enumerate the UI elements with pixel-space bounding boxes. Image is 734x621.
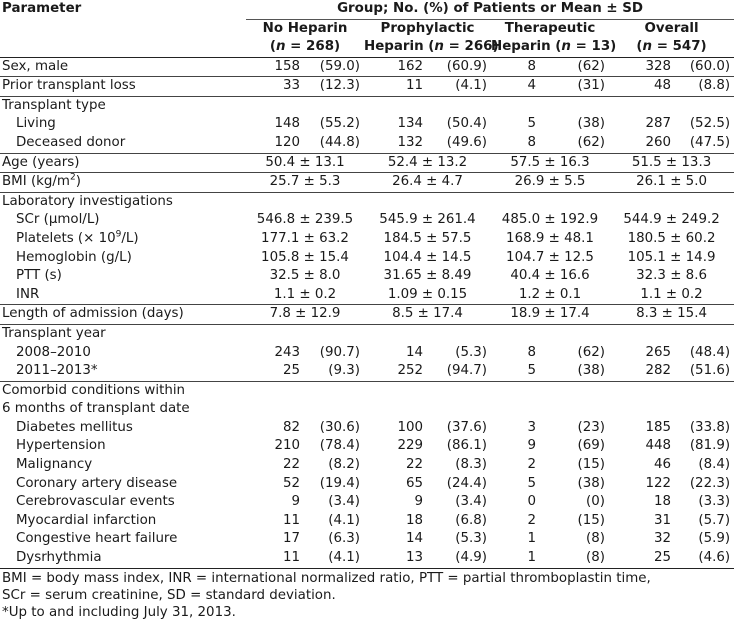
percent-cell: (38)	[577, 116, 605, 132]
percent-cell: (47.5)	[689, 134, 731, 150]
percent-cell: (62)	[577, 344, 605, 360]
percent-cell: (62)	[577, 58, 605, 74]
percent-cell: (37.6)	[446, 419, 487, 435]
mean-sd-cell: 32.5 ± 8.0	[269, 268, 341, 284]
count-cell: 31	[653, 512, 671, 528]
mean-sd-cell: 18.9 ± 17.4	[491, 305, 609, 325]
mean-sd-cell: 26.1 ± 5.0	[609, 173, 734, 193]
count-cell: 260	[645, 134, 671, 150]
percent-cell: (5.3)	[455, 344, 487, 360]
percent-cell: (19.4)	[319, 475, 360, 491]
percent-cell: (5.9)	[698, 531, 731, 547]
table-row	[0, 400, 734, 419]
table-row	[0, 512, 734, 531]
mean-sd-cell: 51.5 ± 13.3	[609, 153, 734, 173]
count-cell: 282	[645, 363, 671, 379]
count-cell: 25	[653, 550, 671, 566]
percent-cell: (8)	[586, 550, 605, 566]
col-therapeutic-n: Heparin (n = 13)	[491, 38, 609, 58]
percent-cell: (8.8)	[675, 77, 734, 97]
percent-cell: (5.3)	[455, 531, 487, 547]
count-cell: 32	[653, 531, 671, 547]
table-row	[0, 324, 734, 343]
row-label: Length of admission (days)	[0, 305, 246, 325]
row-label: 2011–2013*	[16, 363, 98, 379]
percent-cell: (60.0)	[689, 58, 731, 74]
table-row	[0, 267, 734, 286]
mean-sd-cell: 26.4 ± 4.7	[364, 173, 491, 193]
count-cell: 287	[645, 116, 671, 132]
table-row	[0, 211, 734, 230]
col-overall-line1: Overall	[644, 20, 699, 36]
count-cell: 100	[397, 419, 423, 435]
count-cell: 148	[274, 116, 300, 132]
table-row	[0, 134, 734, 153]
count-cell: 0	[527, 494, 536, 510]
table-row	[0, 419, 734, 438]
percent-cell: (3.4)	[455, 494, 487, 510]
percent-cell: (49.6)	[446, 134, 487, 150]
count-cell: 9	[291, 494, 300, 510]
count-cell: 82	[282, 419, 300, 435]
count-cell: 5	[527, 363, 536, 379]
percent-cell: (4.6)	[698, 550, 731, 566]
mean-sd-cell: 1.2 ± 0.1	[518, 286, 582, 302]
footnote-abbreviations-2: SCr = serum creatinine, SD = standard deviation.	[2, 587, 336, 603]
table-row	[0, 344, 734, 363]
row-label: Dysrhythmia	[16, 550, 102, 566]
percent-cell: (0)	[586, 494, 605, 510]
percent-cell: (48.4)	[689, 344, 731, 360]
percent-cell: (6.8)	[455, 512, 487, 528]
count-cell: 158	[274, 58, 300, 74]
count-cell: 132	[397, 134, 423, 150]
percent-cell: (78.4)	[319, 438, 360, 454]
percent-cell: (31)	[540, 77, 609, 97]
count-cell: 5	[527, 116, 536, 132]
count-cell: 122	[645, 475, 671, 491]
count-cell: 243	[274, 344, 300, 360]
footnote-abbreviations-1: BMI = body mass index, INR = international normalized ratio, PTT = partial thromboplastin time,	[2, 570, 651, 586]
count-cell: 9	[527, 438, 536, 454]
mean-sd-cell: 8.3 ± 15.4	[609, 305, 734, 325]
percent-cell: (90.7)	[319, 344, 360, 360]
percent-cell: (8)	[586, 531, 605, 547]
table-row	[0, 192, 734, 211]
count-cell: 11	[364, 77, 427, 97]
mean-sd-cell: 104.7 ± 12.5	[506, 249, 594, 265]
section-label: 6 months of transplant date	[2, 401, 190, 417]
table-row	[0, 362, 734, 381]
percent-cell: (15)	[577, 457, 605, 473]
count-cell: 8	[527, 344, 536, 360]
count-cell: 46	[653, 457, 671, 473]
count-cell: 18	[405, 512, 423, 528]
percent-cell: (12.3)	[304, 77, 364, 97]
section-label: Comorbid conditions within	[0, 381, 246, 400]
col-overall-n: (n = 547)	[609, 38, 734, 58]
row-label: Prior transplant loss	[0, 77, 246, 97]
count-cell: 17	[282, 531, 300, 547]
count-cell: 22	[405, 457, 423, 473]
count-cell: 120	[274, 134, 300, 150]
percent-cell: (62)	[577, 134, 605, 150]
table-row	[0, 456, 734, 475]
empty-cell	[246, 400, 734, 419]
percent-cell: (4.1)	[328, 512, 360, 528]
row-label: Cerebrovascular events	[16, 494, 175, 510]
count-cell: 22	[282, 457, 300, 473]
percent-cell: (8.4)	[698, 457, 731, 473]
section-label: Transplant type	[0, 96, 246, 115]
row-label: INR	[16, 286, 40, 302]
count-cell: 11	[282, 550, 300, 566]
count-cell: 1	[527, 531, 536, 547]
table-footnotes	[0, 568, 734, 621]
count-cell: 11	[282, 512, 300, 528]
mean-sd-cell: 1.1 ± 0.2	[273, 286, 337, 302]
count-cell: 1	[527, 550, 536, 566]
table-row	[0, 115, 734, 134]
count-cell: 229	[397, 438, 423, 454]
row-label: Deceased donor	[16, 134, 126, 150]
mean-sd-cell: 168.9 ± 48.1	[506, 230, 594, 246]
col-therapeutic-line1: Therapeutic	[504, 20, 596, 36]
percent-cell: (52.5)	[689, 116, 731, 132]
percent-cell: (3.3)	[698, 494, 731, 510]
mean-sd-cell: 1.1 ± 0.2	[640, 286, 703, 302]
count-cell: 25	[282, 363, 300, 379]
percent-cell: (33.8)	[689, 419, 731, 435]
row-label: 2008–2010	[16, 344, 91, 360]
count-cell: 210	[274, 438, 300, 454]
percent-cell: (60.9)	[446, 58, 487, 74]
count-cell: 8	[527, 134, 536, 150]
count-cell: 14	[405, 531, 423, 547]
percent-cell: (30.6)	[319, 419, 360, 435]
table-row	[0, 286, 734, 305]
percent-cell: (24.4)	[446, 475, 487, 491]
percent-cell: (8.3)	[455, 457, 487, 473]
mean-sd-cell: 184.5 ± 57.5	[383, 230, 472, 246]
col-no-heparin-n: (n = 268)	[246, 38, 364, 58]
count-cell: 33	[246, 77, 304, 97]
mean-sd-cell: 485.0 ± 192.9	[501, 212, 599, 228]
mean-sd-cell: 177.1 ± 63.2	[261, 230, 349, 246]
mean-sd-cell: 180.5 ± 60.2	[627, 230, 716, 246]
percent-cell: (8.2)	[328, 457, 360, 473]
mean-sd-cell: 31.65 ± 8.49	[383, 268, 472, 284]
percent-cell: (81.9)	[689, 438, 731, 454]
row-label: Coronary artery disease	[16, 475, 178, 491]
count-cell: 2	[527, 512, 536, 528]
percent-cell: (86.1)	[446, 438, 487, 454]
mean-sd-cell: 32.3 ± 8.6	[636, 268, 707, 284]
row-label: Age (years)	[0, 153, 246, 173]
mean-sd-cell: 50.4 ± 13.1	[246, 153, 364, 173]
count-cell: 2	[527, 457, 536, 473]
count-cell: 13	[405, 550, 423, 566]
mean-sd-cell: 25.7 ± 5.3	[246, 173, 364, 193]
mean-sd-cell: 26.9 ± 5.5	[491, 173, 609, 193]
percent-cell: (9.3)	[328, 363, 360, 379]
empty-cell	[246, 381, 734, 400]
count-cell: 162	[397, 58, 423, 74]
count-cell: 3	[527, 419, 536, 435]
empty-cell	[246, 96, 734, 115]
table-row	[0, 437, 734, 456]
percent-cell: (38)	[577, 475, 605, 491]
percent-cell: (4.1)	[328, 550, 360, 566]
percent-cell: (55.2)	[319, 116, 360, 132]
table-row	[0, 249, 734, 268]
percent-cell: (6.3)	[328, 531, 360, 547]
percent-cell: (4.1)	[427, 77, 491, 97]
count-cell: 4	[491, 77, 540, 97]
count-cell: 65	[405, 475, 423, 491]
row-label: Platelets (× $10^9/L$)	[16, 229, 139, 246]
table-row	[0, 493, 734, 512]
percent-cell: (22.3)	[689, 475, 731, 491]
percent-cell: (50.4)	[446, 116, 487, 132]
count-cell: 448	[645, 438, 671, 454]
table-row	[0, 305, 734, 325]
col-prophylactic-line1: Prophylactic	[380, 20, 475, 36]
mean-sd-cell: 105.8 ± 15.4	[261, 249, 349, 265]
percent-cell: (23)	[577, 419, 605, 435]
table-row	[0, 77, 734, 97]
row-label: SCr (μmol/L)	[16, 212, 100, 228]
count-cell: 14	[405, 344, 423, 360]
mean-sd-cell: 104.4 ± 14.5	[383, 249, 472, 265]
table-row	[0, 530, 734, 549]
row-label: Sex, male	[2, 58, 69, 74]
empty-cell	[246, 324, 734, 343]
percent-cell: (69)	[577, 438, 605, 454]
col-no-heparin-line1: No Heparin	[262, 20, 348, 36]
count-cell: 252	[397, 363, 423, 379]
row-label: Malignancy	[16, 457, 93, 473]
row-label: Hypertension	[16, 438, 106, 454]
table-row	[0, 230, 734, 249]
col-prophylactic-n: Heparin (n = 266)	[364, 38, 491, 58]
count-cell: 328	[645, 58, 671, 74]
count-cell: 134	[397, 116, 423, 132]
mean-sd-cell: 57.5 ± 16.3	[491, 153, 609, 173]
row-label: Myocardial infarction	[16, 512, 157, 528]
count-cell: 265	[645, 344, 671, 360]
row-label: Diabetes mellitus	[16, 419, 133, 435]
table-row	[0, 173, 734, 193]
mean-sd-cell: 546.8 ± 239.5	[256, 212, 354, 228]
count-cell: 185	[645, 419, 671, 435]
count-cell: 52	[282, 475, 300, 491]
row-label: Congestive heart failure	[16, 531, 178, 547]
mean-sd-cell: 40.4 ± 16.6	[510, 268, 590, 284]
table-row	[0, 96, 734, 115]
count-cell: 9	[414, 494, 423, 510]
percent-cell: (5.7)	[698, 512, 731, 528]
percent-cell: (59.0)	[319, 58, 360, 74]
percent-cell: (94.7)	[446, 363, 487, 379]
row-label: Living	[16, 116, 56, 132]
mean-sd-cell: 8.5 ± 17.4	[364, 305, 491, 325]
table-row	[0, 381, 734, 400]
table-row	[0, 549, 734, 568]
table-row	[0, 57, 734, 77]
group-header: Group; No. (%) of Patients or Mean ± SD	[246, 0, 734, 19]
parameter-header: Parameter	[2, 1, 82, 17]
count-cell: 5	[527, 475, 536, 491]
row-label: PTT (s)	[16, 268, 62, 284]
percent-cell: (38)	[577, 363, 605, 379]
section-label: Transplant year	[0, 324, 246, 343]
percent-cell: (4.9)	[455, 550, 487, 566]
mean-sd-cell: 545.9 ± 261.4	[379, 212, 476, 228]
mean-sd-cell: 52.4 ± 13.2	[364, 153, 491, 173]
empty-cell	[246, 192, 734, 211]
percent-cell: (51.6)	[689, 363, 731, 379]
footnote-date: *Up to and including July 31, 2013.	[2, 604, 236, 620]
table-row	[0, 475, 734, 494]
count-cell: 48	[609, 77, 675, 97]
section-label: Laboratory investigations	[0, 192, 246, 211]
percent-cell: (15)	[577, 512, 605, 528]
mean-sd-cell: 105.1 ± 14.9	[627, 249, 716, 265]
percent-cell: (44.8)	[319, 134, 360, 150]
row-label: BMI $(kg/m^2)$	[0, 173, 246, 193]
count-cell: 8	[527, 58, 536, 74]
table-row	[0, 153, 734, 173]
percent-cell: (3.4)	[328, 494, 360, 510]
mean-sd-cell: 544.9 ± 249.2	[623, 212, 720, 228]
row-label: Hemoglobin (g/L)	[16, 249, 132, 265]
mean-sd-cell: 7.8 ± 12.9	[246, 305, 364, 325]
count-cell: 18	[653, 494, 671, 510]
mean-sd-cell: 1.09 ± 0.15	[387, 286, 468, 302]
